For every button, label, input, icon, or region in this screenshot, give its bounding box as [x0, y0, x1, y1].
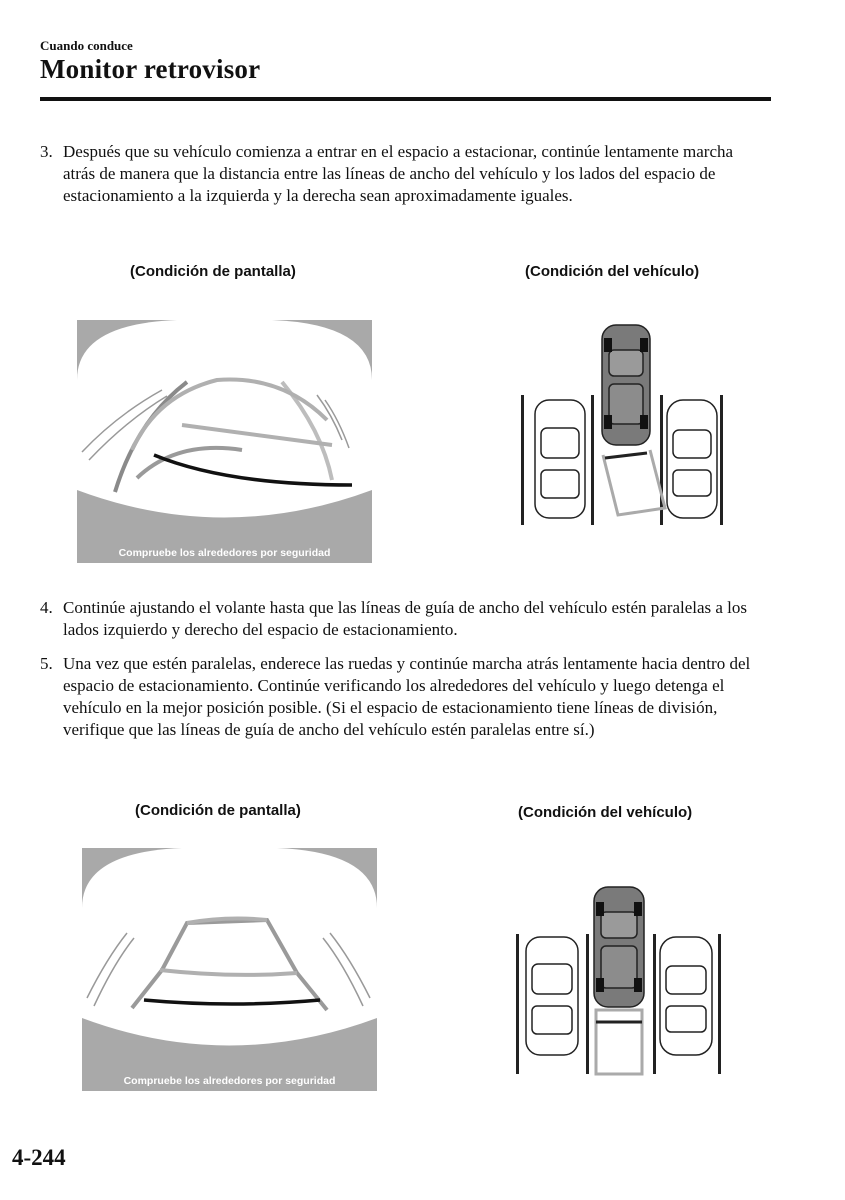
vehicle-position-diagram — [515, 320, 765, 530]
vehicle-caption: (Condición del vehículo) — [518, 804, 693, 821]
step-number: 5. — [40, 654, 53, 673]
screen-view-illustration — [82, 848, 377, 1091]
vehicle-position-diagram — [510, 882, 740, 1078]
screen-caption: (Condición de pantalla) — [130, 263, 296, 280]
safety-warning: Compruebe los alrededores por seguridad — [123, 1075, 336, 1087]
screen-view-illustration — [77, 320, 372, 563]
step-number: 4. — [40, 598, 53, 617]
monitor-screen — [82, 848, 377, 1091]
step-text: Continúe ajustando el volante hasta que las líneas de guía de ancho del vehículo estén paralelas a los lados izquierdo y derecho del espacio de estacionamiento. — [63, 598, 748, 639]
step-text: Después que su vehículo comienza a entrar en el espacio a estacionar, continúe lentamente marcha atrás de manera que la distancia entre las líneas de ancho del vehículo y los lados del espacio de estacionamiento a la izquierda y la derecha sean aproximadamente iguales. — [63, 142, 734, 205]
section-label: Cuando conduce — [40, 38, 133, 53]
step-3 — [40, 141, 755, 207]
page-title: Monitor retrovisor — [40, 54, 261, 84]
title-rule — [40, 97, 771, 101]
safety-warning: Compruebe los alrededores por seguridad — [118, 547, 331, 559]
page-number: 4-244 — [12, 1145, 66, 1170]
screen-caption: (Condición de pantalla) — [135, 802, 301, 819]
vehicle-caption: (Condición del vehículo) — [525, 263, 700, 280]
step-text: Una vez que estén paralelas, enderece las ruedas y continúe marcha atrás lentamente hacia dentro del espacio de estacionamiento. Continúe verificando los alrededores del vehículo y luego detenga el vehículo en la mejor posición posible. (Si el espacio de estacionamiento tiene líneas de división, verifique que las líneas de guía de ancho del vehículo estén paralelas entre sí.) — [63, 654, 751, 739]
step-5 — [40, 653, 755, 741]
monitor-screen — [77, 320, 372, 563]
step-4 — [40, 597, 755, 641]
step-number: 3. — [40, 142, 53, 161]
